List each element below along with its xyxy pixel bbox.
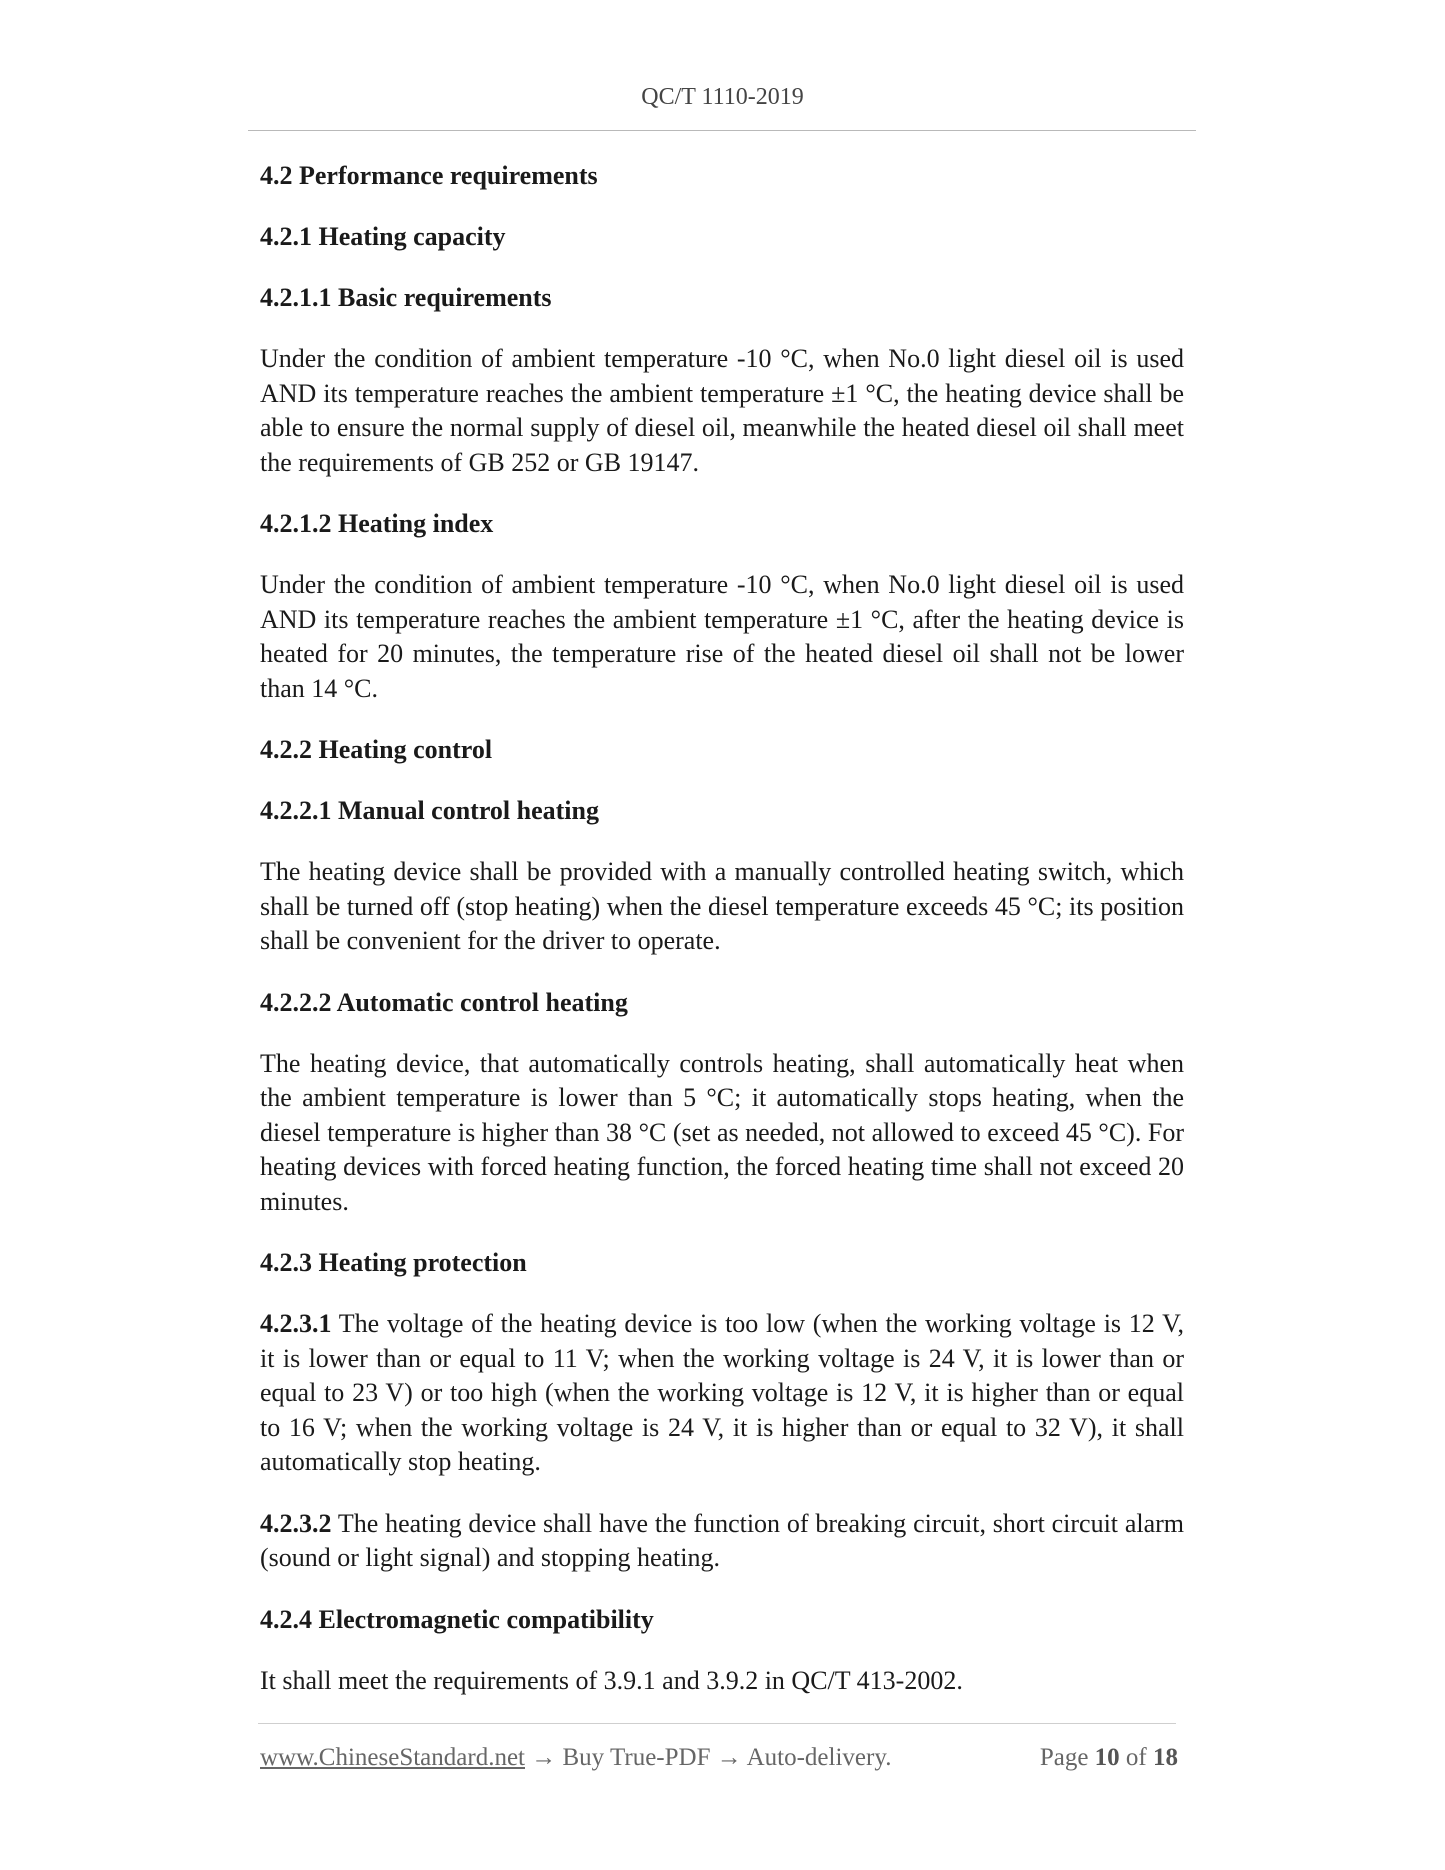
page-footer	[260, 1744, 1178, 1776]
page-current: 10	[1094, 1744, 1120, 1771]
page-label: Page	[1039, 1744, 1089, 1771]
heading-4-2-4: 4.2.4 Electromagnetic compatibility	[260, 1604, 654, 1634]
clause-text: The heating device shall have the function of breaking circuit, short circuit alarm (sound or light signal) and stopping heating.	[260, 1508, 1185, 1572]
page-number	[1040, 1744, 1178, 1772]
heading-4-2-1-2: 4.2.1.2 Heating index	[260, 509, 494, 538]
clause-number: 4.2.3.2	[260, 1508, 332, 1538]
footer-divider	[258, 1723, 1176, 1724]
paragraph-heating-index: Under the condition of ambient temperature -10 °C, when No.0 light diesel oil is used AND its temperature reaches the ambient temperature ±1 °C, after the heating device is heated for 20 minutes, the temperature rise of the heated diesel oil shall not be lower than 14 °C.	[260, 570, 1184, 703]
heading-4-2-2: 4.2.2 Heating control	[260, 735, 493, 764]
clause-text: The voltage of the heating device is too low (when the working voltage is 12 V, it is lower than or equal to 11 V; when the working voltage is 24 V, it is lower than or equal to 23 V) or too high (when the working voltage is 12 V, it is higher than or equal to 16 V; when the working voltage is 24 V, it is higher than or equal to 32 V), it shall automatically stop heating.	[260, 1309, 1185, 1476]
promo-text: → Buy True-PDF → Auto-delivery.	[525, 1744, 892, 1771]
paragraph-automatic-control: The heating device, that automatically controls heating, shall automatically heat when the ambient temperature is lower than 5 °C; it automatically stops heating, when the diesel temperature is higher than 38 °C (set as needed, not allowed to exceed 45 °C). For heating devices with forced heating function, the forced heating time shall not exceed 20 minutes.	[260, 1048, 1184, 1216]
document-body	[260, 159, 1184, 1725]
footer-promo	[260, 1744, 891, 1772]
header-divider	[248, 130, 1196, 131]
paragraph-emc: It shall meet the requirements of 3.9.1 and 3.9.2 in QC/T 413-2002.	[260, 1665, 963, 1695]
page-total: 18	[1153, 1744, 1178, 1771]
paragraph-4-2-3-2	[260, 1507, 1184, 1576]
paragraph-manual-control: The heating device shall be provided with a manually controlled heating switch, which shall be turned off (stop heating) when the diesel temperature exceeds 45 °C; its position shall be convenient for the driver to operate.	[260, 857, 1184, 955]
heading-4-2-2-1: 4.2.2.1 Manual control heating	[260, 796, 599, 825]
heading-4-2-1: 4.2.1 Heating capacity	[260, 222, 506, 251]
clause-number: 4.2.3.1	[260, 1309, 332, 1338]
heading-4-2-2-2: 4.2.2.2 Automatic control heating	[260, 987, 628, 1017]
heading-4-2-3: 4.2.3 Heating protection	[260, 1248, 527, 1277]
paragraph-basic-requirements: Under the condition of ambient temperature -10 °C, when No.0 light diesel oil is used AND its temperature reaches the ambient temperature ±1 °C, the heating device shall be able to ensure the normal supply of diesel oil, meanwhile the heated diesel oil shall meet the requirements of GB 252 or GB 19147.	[260, 344, 1184, 477]
running-header: QC/T 1110-2019	[641, 84, 804, 110]
paragraph-4-2-3-1	[260, 1307, 1184, 1480]
heading-4-2-1-1: 4.2.1.1 Basic requirements	[260, 283, 552, 312]
heading-4-2: 4.2 Performance requirements	[260, 161, 598, 190]
site-link[interactable]: www.ChineseStandard.net	[260, 1744, 525, 1771]
page-of: of	[1125, 1744, 1147, 1771]
